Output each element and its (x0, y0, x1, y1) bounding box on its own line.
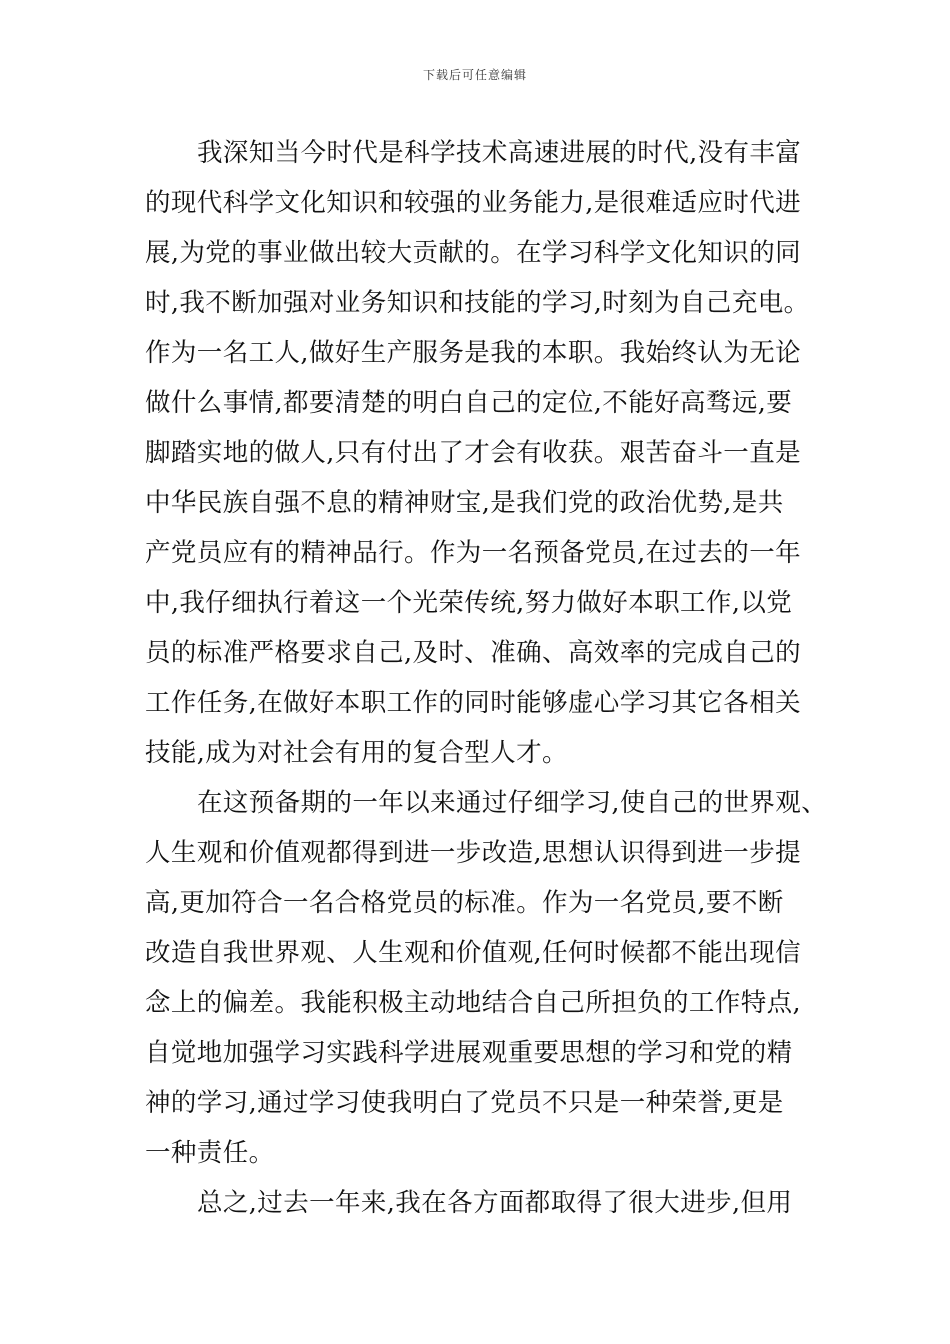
paragraph-1-line-7: 脚踏实地的做人,只有付出了才会有收获。艰苦奋斗一直是 (145, 438, 802, 468)
paragraph-1-line-10: 中,我仔细执行着这一个光荣传统,努力做好本职工作,以党 (145, 588, 793, 618)
paragraph-1-line-12: 工作任务,在做好本职工作的同时能够虚心学习其它各相关 (145, 688, 802, 718)
paragraph-1-line-3: 展,为党的事业做出较大贡献的。在学习科学文化知识的同 (145, 238, 802, 268)
paragraph-2-line-4: 改造自我世界观、人生观和价值观,任何时候都不能出现信 (145, 938, 802, 968)
paragraph-1-line-1: 我深知当今时代是科学技术高速进展的时代,没有丰富 (197, 138, 802, 168)
document-body (145, 128, 828, 1228)
paragraph-2-line-5: 念上的偏差。我能积极主动地结合自己所担负的工作特点, (145, 988, 802, 1018)
download-editable-note: 下载后可任意编辑 (422, 68, 527, 82)
paragraph-1-line-11: 员的标准严格要求自己,及时、准确、高效率的完成自己的 (145, 638, 802, 668)
paragraph-1-line-6: 做什么事情,都要清楚的明白自己的定位,不能好高骛远,要 (145, 388, 793, 418)
paragraph-2-line-8: 一种责任。 (145, 1138, 275, 1168)
paragraph-1-line-8: 中华民族自强不息的精神财宝,是我们党的政治优势,是共 (145, 488, 784, 518)
paragraph-1-line-4: 时,我不断加强对业务知识和技能的学习,时刻为自己充电。 (145, 288, 810, 318)
paragraph-3-line-1: 总之,过去一年来,我在各方面都取得了很大进步,但用 (197, 1188, 793, 1218)
paragraph-1-line-13: 技能,成为对社会有用的复合型人才。 (145, 738, 568, 768)
paragraph-2-line-1: 在这预备期的一年以来通过仔细学习,使自己的世界观、 (197, 788, 828, 818)
paragraph-2-line-2: 人生观和价值观都得到进一步改造,思想认识得到进一步提 (145, 838, 802, 868)
paragraph-1-line-2: 的现代科学文化知识和较强的业务能力,是很难适应时代进 (145, 188, 802, 218)
paragraph-1-line-9: 产党员应有的精神品行。作为一名预备党员,在过去的一年 (145, 538, 802, 568)
paragraph-1-line-5: 作为一名工人,做好生产服务是我的本职。我始终认为无论 (145, 338, 802, 368)
paragraph-2-line-7: 神的学习,通过学习使我明白了党员不只是一种荣誉,更是 (145, 1088, 784, 1118)
paragraph-2-line-6: 自觉地加强学习实践科学进展观重要思想的学习和党的精 (145, 1038, 793, 1068)
paragraph-2-line-3: 高,更加符合一名合格党员的标准。作为一名党员,要不断 (145, 888, 784, 918)
